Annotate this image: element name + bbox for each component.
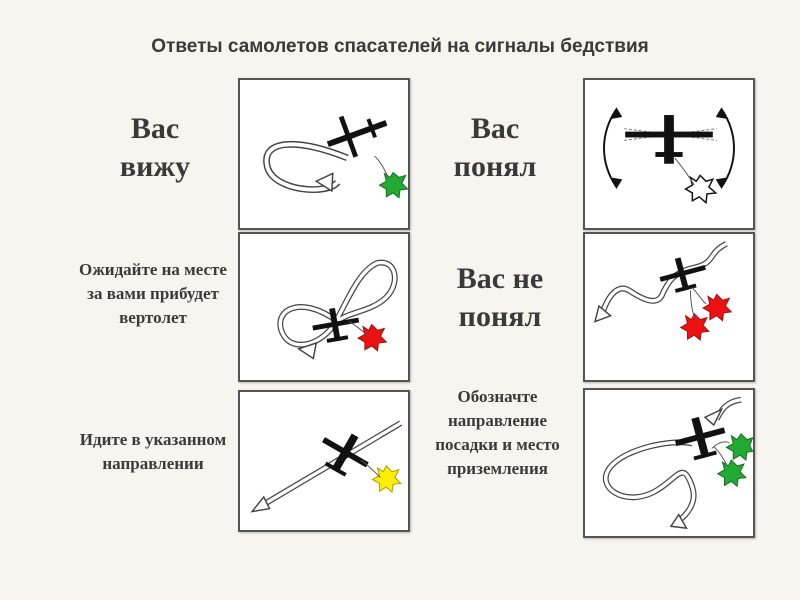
arrow-head-icon xyxy=(595,306,611,322)
label-understood: Вас понял xyxy=(453,112,537,183)
white-flare-icon xyxy=(686,175,716,202)
green-flare-icon xyxy=(726,434,752,460)
panel-mark-landing xyxy=(583,388,755,538)
label-not-understood: Вас не понял xyxy=(456,262,544,333)
label-go-direction: Идите в указанном направлении xyxy=(79,430,227,473)
yellow-flare-icon xyxy=(373,466,401,492)
label-wait-helicopter: Ожидайте на месте за вами прибудет вертолет xyxy=(79,260,227,327)
not-understood-illustration xyxy=(585,234,753,380)
red-flare-icon xyxy=(703,294,731,320)
panel-not-understood xyxy=(583,232,755,382)
wait-helicopter-illustration xyxy=(240,234,408,380)
panel-see-you xyxy=(238,78,410,230)
label-mark-landing: Обозначте направление посадки и место приземления xyxy=(435,387,560,478)
go-direction-illustration xyxy=(240,392,408,530)
understood-illustration xyxy=(585,80,753,228)
page-title: Ответы самолетов спасателей на сигналы бедствия xyxy=(151,36,649,57)
label-see-you: Вас вижу xyxy=(119,112,191,183)
rock-left-arrow xyxy=(604,109,616,187)
green-flare-icon xyxy=(380,173,408,198)
green-flare-icon-2 xyxy=(718,460,746,486)
panel-understood xyxy=(583,78,755,230)
airplane-icon xyxy=(625,115,713,164)
panel-go-direction xyxy=(238,390,410,532)
red-flare-icon-2 xyxy=(681,314,709,340)
mark-landing-illustration xyxy=(585,390,753,536)
panel-wait-helicopter xyxy=(238,232,410,382)
rock-right-arrow xyxy=(722,109,734,187)
see-you-illustration xyxy=(240,80,408,228)
airplane-icon xyxy=(313,423,377,484)
landing-loop-path xyxy=(606,400,741,522)
red-flare-icon xyxy=(358,325,386,351)
